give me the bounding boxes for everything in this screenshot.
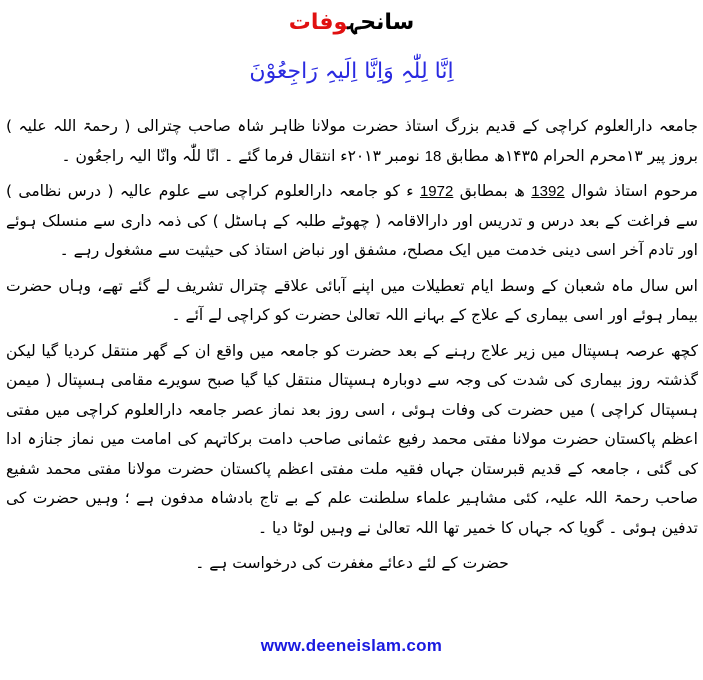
paragraph-1-text-b: نومبر ۲۰۱۳ء انتقال فرما گئے ۔	[224, 146, 420, 165]
year-hijri: 1392	[531, 183, 565, 200]
paragraph-2-text-a: مرحوم استاذ شوال	[571, 182, 698, 200]
page-title	[0, 8, 703, 38]
paragraph-1-text-a: جامعہ دارالعلوم کراچی کے قدیم بزرگ استاذ حضرت مولانا ظاہر شاہ صاحب چترالی ( رحمۃ اللہ علیہ ) بروز پیر ۱۳محرم الحرام ۱۴۳۵ھ مطابق	[6, 117, 698, 165]
paragraph-3: اس سال ماہ شعبان کے وسط ایام تعطیلات میں اپنے آبائی علاقے چترال تشریف لے گئے تھے، وہاں حضرت بیمار ہوئے اور اسی بیماری کے علاج کے بہانے اللہ تعالیٰ حضرت کو کراچی لے آئے ۔	[6, 276, 698, 324]
paragraph-5: حضرت کے لئے دعائے مغفرت کی درخواست ہے ۔	[195, 554, 509, 572]
paragraph-2	[6, 177, 698, 266]
paragraph-1	[6, 112, 698, 171]
title-word-1: سانحہ	[347, 10, 415, 35]
title-word-2: وفات	[288, 10, 348, 35]
paragraph-2-text-c: ء کو جامعہ دارالعلوم کراچی سے علوم عالیہ ( درس نظامی ) سے فراغت کے بعد درس و تدریس اور دارالاقامہ ( چھوٹے طلبہ کے ہاسٹل ) کی ذمہ داری سے منسلک ہوئے اور تادم آخر اسی دینی خدمت میں ایک مصلح، مشفق اور نباض استاذ کی حیثیت سے مشغول رہے ۔	[6, 182, 698, 259]
paragraph-2-text-b: ھ بمطابق	[459, 182, 525, 200]
year-gregorian: 1972	[419, 183, 454, 200]
paragraph-4: کچھ عرصہ ہسپتال میں زیر علاج رہنے کے بعد حضرت کو جامعہ میں واقع ان کے گھر منتقل کردیا گیا لیکن گذشتہ روز بیماری کی شدت کی وجہ سے دوبارہ ہسپتال منتقل کیا گیا صبح سویرے مقامی ہسپتال ( میمن ہسپتال کراچی ) میں حضرت کی وفات ہوئی ، اسی روز بعد نماز عصر جامعہ دارالعلوم کراچی میں مفتی اعظم پاکستان حضرت مولانا مفتی محمد رفیع عثمانی صاحب دامت برکاتہم کی امامت میں نماز جنازہ ادا کی گئی ، جامعہ کے قدیم قبرستان جہاں فقیہ ملت مفتی اعظم پاکستان حضرت مولانا مفتی محمد شفیع صاحب رحمۃ اللہ علیہ، کئی مشاہیر علماء سلطنت علم کے بے تاج بادشاہ مدفون ہے ؛ وہیں حضرت کی تدفین ہوئی ۔ گویا کہ جہاں کا خمیر تھا اللہ تعالیٰ نے وہیں لوٹا دیا ۔	[6, 341, 698, 537]
website-link[interactable]: www.deeneislam.com	[260, 636, 443, 655]
paragraph-1-verse: انّا للّٰہ وانّا الیہ راجعُون ۔	[61, 146, 220, 165]
date-day: 18	[424, 147, 442, 165]
article-body	[6, 112, 698, 585]
verse-heading: اِنَّا لِلّٰہِ وَاِنَّا اِلَیہِ رَاجِعُوْنَ	[249, 59, 454, 84]
